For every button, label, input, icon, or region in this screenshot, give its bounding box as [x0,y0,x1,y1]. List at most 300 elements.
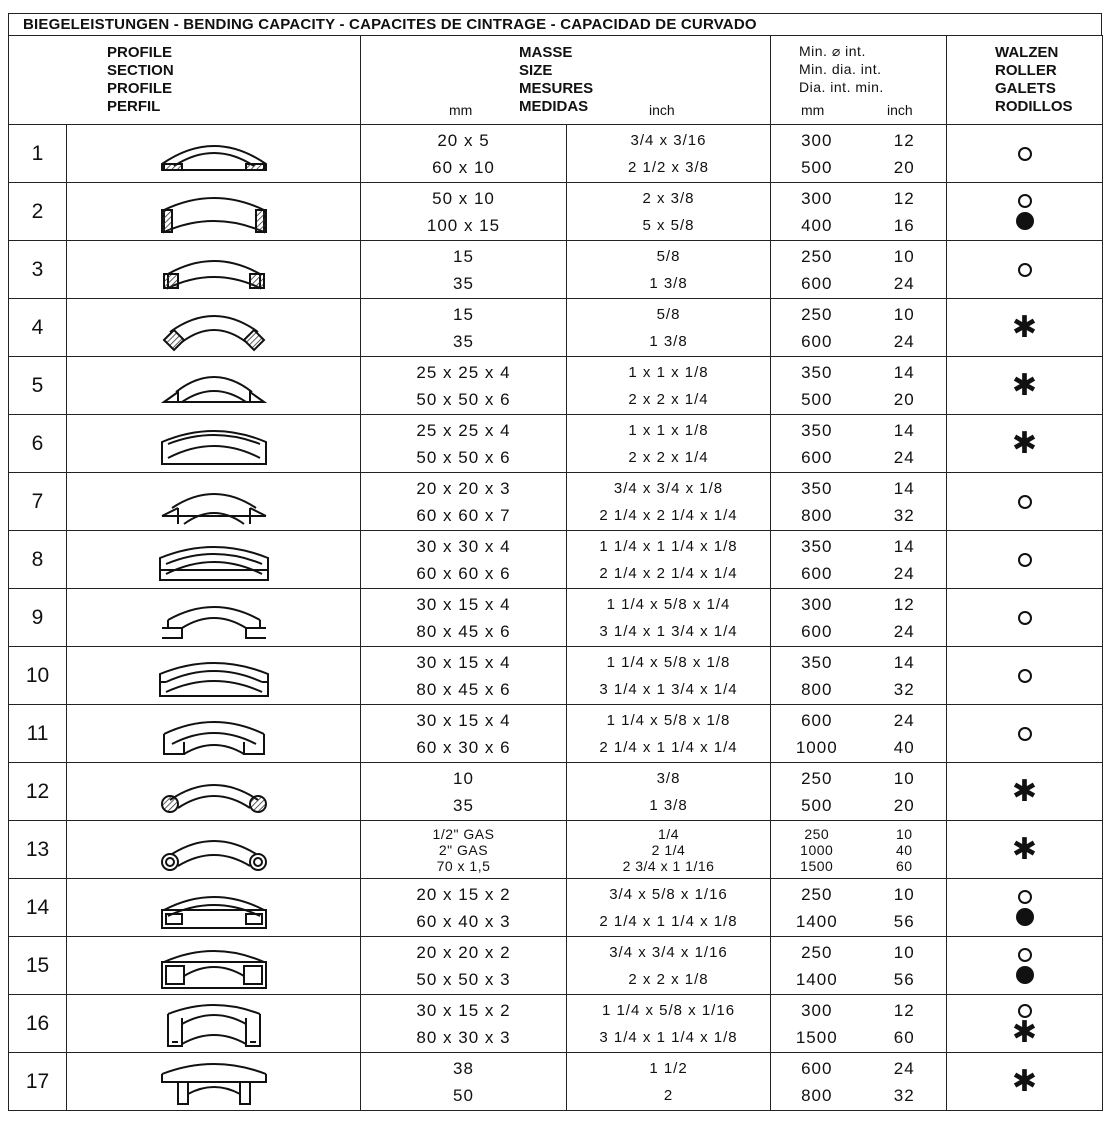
dia-inch-value: 32 [893,505,915,525]
dia-inch-value: 24 [893,621,915,641]
size-inch-cell [567,531,771,589]
dia-inch-cell [863,937,947,995]
size-inch-value: 2 1/4 x 2 1/4 x 1/4 [599,506,738,524]
table-row [9,357,1103,415]
dia-inch-value: 12 [893,188,915,208]
dia-mm-value: 250 [801,942,833,962]
size-inch-value: 1 1/2 [649,1059,688,1077]
roller-label-es: RODILLOS [995,98,1073,115]
row-number: 17 [9,1053,67,1111]
row-number: 7 [9,473,67,531]
profile-shape-tallTube [67,995,361,1053]
row-number: 15 [9,937,67,995]
asterisk-icon: ✱ [1011,367,1038,403]
dia-mm-value: 600 [801,273,833,293]
size-inch-value: 2 3/4 x 1 1/16 [622,857,715,874]
dia-inch-cell [863,763,947,821]
asterisk-icon: ✱ [1011,1014,1038,1050]
dia-inch-value: 12 [893,1000,915,1020]
dia-inch-cell [863,647,947,705]
table-row [9,241,1103,299]
dia-inch-cell [863,125,947,183]
roller-label-en: ROLLER [995,62,1057,79]
size-mm-value: 50 x 50 x 6 [416,389,511,409]
size-mm-value: 30 x 15 x 4 [416,710,511,730]
dia-inch-value: 24 [893,331,915,351]
table-row [9,589,1103,647]
size-inch-value: 1 1/4 x 1 1/4 x 1/8 [599,537,738,555]
dia-mm-cell [771,589,863,647]
dia-mm-value: 500 [801,389,833,409]
dia-mm-value: 1500 [795,1027,838,1047]
dia-inch-value: 10 [893,304,915,324]
capacity-table [8,35,1103,1111]
size-inch-value: 3 1/4 x 1 1/4 x 1/8 [599,1028,738,1046]
dia-mm-cell [771,125,863,183]
open-circle-icon [1018,263,1032,277]
size-mm-value: 30 x 15 x 4 [416,594,511,614]
size-inch-value: 3/4 x 3/4 x 1/8 [613,479,724,497]
size-inch-cell [567,705,771,763]
roller-cell [947,531,1103,589]
profile-label-en: SECTION [107,62,174,79]
dia-inch-value: 10 [893,942,915,962]
size-inch-value: 3/4 x 5/8 x 1/16 [609,885,728,903]
row-number: 4 [9,299,67,357]
row-number: 8 [9,531,67,589]
profile-shape-pipe [67,821,361,879]
profile-shape-square [67,241,361,299]
size-mm-value: 20 x 20 x 3 [416,478,511,498]
roller-cell [947,589,1103,647]
dia-mm-value: 300 [801,188,833,208]
profile-header [9,36,361,125]
roller-cell [947,1053,1103,1111]
dia-inch-value: 40 [895,841,913,858]
roller-cell [947,821,1103,879]
size-inch-value: 5 x 5/8 [642,216,695,234]
size-mm-value: 15 [453,246,474,266]
size-inch-value: 1 1/4 x 5/8 x 1/8 [606,711,731,729]
size-mm-value: 30 x 15 x 4 [416,652,511,672]
dia-mm-cell [771,937,863,995]
dia-mm-cell [771,879,863,937]
dia-inch-cell [863,183,947,241]
dia-mm-cell [771,415,863,473]
profile-shape-squareTube [67,937,361,995]
dia-inch-value: 60 [893,1027,915,1047]
dia-mm-cell [771,531,863,589]
min-dia-label-fr: Dia. int. min. [799,79,884,95]
size-mm-value: 50 x 10 [432,188,495,208]
roller-cell [947,125,1103,183]
profile-shape-angleOut [67,357,361,415]
size-mm-value: 60 x 60 x 6 [416,563,511,583]
open-circle-icon [1018,495,1032,509]
size-label-en: SIZE [519,62,553,79]
dia-mm-value: 600 [801,621,833,641]
row-number: 16 [9,995,67,1053]
table-row [9,125,1103,183]
filled-circle-icon [1016,212,1034,230]
size-inch-value: 5/8 [656,305,681,323]
profile-shape-tee [67,473,361,531]
dia-mm-cell [771,299,863,357]
size-inch-cell [567,357,771,415]
dia-inch-cell [863,821,947,879]
dia-mm-value: 1400 [795,969,838,989]
table-row [9,299,1103,357]
asterisk-icon: ✱ [1011,425,1038,461]
dia-inch-value: 32 [893,679,915,699]
dia-inch-value: 24 [893,563,915,583]
dia-inch-value: 20 [893,157,915,177]
dia-mm-cell [771,763,863,821]
open-circle-icon [1018,147,1032,161]
table-row [9,415,1103,473]
size-inch-value: 1 3/8 [649,796,688,814]
size-inch-cell [567,415,771,473]
size-inch-cell [567,937,771,995]
asterisk-icon: ✱ [1011,309,1038,345]
size-mm-value: 100 x 15 [426,215,501,235]
size-inch-value: 1 3/8 [649,274,688,292]
size-mm-value: 20 x 15 x 2 [416,884,511,904]
roller-cell [947,415,1103,473]
min-dia-label-de: Min. ⌀ int. [799,43,866,59]
size-inch-value: 1 1/4 x 5/8 x 1/8 [606,653,731,671]
min-dia-header [771,36,947,125]
dia-mm-value: 800 [801,505,833,525]
table-row [9,995,1103,1053]
size-inch-cell [567,125,771,183]
roller-cell [947,647,1103,705]
dia-inch-value: 24 [893,273,915,293]
size-mm-cell [361,647,567,705]
dia-mm-value: 500 [801,157,833,177]
size-mm-value: 50 x 50 x 3 [416,969,511,989]
size-inch-value: 5/8 [656,247,681,265]
roller-cell [947,937,1103,995]
size-mm-cell [361,879,567,937]
roller-labels [995,44,1073,116]
roller-label-fr: GALETS [995,80,1056,97]
table-row [9,879,1103,937]
bending-capacity-sheet [8,13,1102,1128]
row-number: 9 [9,589,67,647]
filled-circle-icon [1016,966,1034,984]
roller-cell [947,705,1103,763]
size-header [361,36,771,125]
asterisk-icon: ✱ [1011,1063,1038,1099]
row-number: 12 [9,763,67,821]
size-label-es: MEDIDAS [519,98,589,115]
dia-inch-cell [863,299,947,357]
dia-inch-value: 60 [895,857,913,874]
roller-cell [947,183,1103,241]
profile-header-labels [107,44,174,116]
size-inch-value: 2 x 2 x 1/4 [628,390,709,408]
row-number: 1 [9,125,67,183]
open-circle-icon [1018,727,1032,741]
dia-mm-value: 250 [801,884,833,904]
dia-mm-cell [771,1053,863,1111]
dia-inch-value: 56 [893,911,915,931]
dia-inch-cell [863,995,947,1053]
size-inch-value: 2 1/4 [651,841,686,858]
min-dia-label-en: Min. dia. int. [799,61,882,77]
size-mm-cell [361,937,567,995]
size-mm-value: 15 [453,304,474,324]
size-mm-cell [361,995,567,1053]
dia-inch-cell [863,473,947,531]
dia-mm-value: 350 [801,652,833,672]
size-mm-value: 60 x 60 x 7 [416,505,511,525]
size-mm-value: 10 [453,768,474,788]
dia-mm-cell [771,183,863,241]
roller-cell [947,241,1103,299]
size-inch-value: 3/8 [656,769,681,787]
dia-inch-value: 10 [893,884,915,904]
dia-inch-value: 20 [893,795,915,815]
table-row [9,937,1103,995]
dia-inch-value: 12 [893,594,915,614]
profile-shape-round [67,763,361,821]
dia-mm-value: 350 [801,420,833,440]
profile-shape-tTall [67,1053,361,1111]
size-inch-value: 1 x 1 x 1/8 [628,363,709,381]
size-inch-value: 3 1/4 x 1 3/4 x 1/4 [599,680,738,698]
dia-mm-value: 600 [801,447,833,467]
dia-inch-cell [863,1053,947,1111]
open-circle-icon [1018,890,1032,904]
open-circle-icon [1018,611,1032,625]
dia-mm-value: 1000 [800,841,834,858]
size-mm-value: 25 x 25 x 4 [416,420,511,440]
dia-mm-cell [771,357,863,415]
table-row [9,763,1103,821]
size-mm-value: 30 x 30 x 4 [416,536,511,556]
size-mm-cell [361,821,567,879]
dia-inch-value: 40 [893,737,915,757]
row-number: 2 [9,183,67,241]
row-number: 13 [9,821,67,879]
dia-inch-value: 10 [893,768,915,788]
size-inch-cell [567,879,771,937]
size-inch-value: 1 3/8 [649,332,688,350]
profile-shape-channelOut [67,589,361,647]
dia-inch-cell [863,415,947,473]
size-mm-value: 35 [453,795,474,815]
dia-inch-value: 24 [893,1058,915,1078]
size-mm-cell [361,763,567,821]
dia-inch-unit: inch [887,102,913,118]
size-inch-value: 2 [663,1086,674,1104]
size-mm-value: 20 x 20 x 2 [416,942,511,962]
size-header-labels [519,44,593,116]
dia-mm-value: 600 [801,1058,833,1078]
profile-shape-diamond [67,299,361,357]
size-mm-value: 35 [453,273,474,293]
size-mm-value: 60 x 30 x 6 [416,737,511,757]
dia-inch-cell [863,357,947,415]
profile-shape-angleIn [67,415,361,473]
roller-cell [947,763,1103,821]
size-mm-cell [361,183,567,241]
size-mm-value: 80 x 45 x 6 [416,621,511,641]
size-mm-value: 70 x 1,5 [436,857,491,874]
row-number: 5 [9,357,67,415]
dia-mm-cell [771,995,863,1053]
dia-inch-cell [863,241,947,299]
dia-inch-value: 20 [893,389,915,409]
table-row [9,531,1103,589]
dia-inch-value: 14 [893,652,915,672]
profile-label-es: PERFIL [107,98,161,115]
dia-mm-value: 1400 [795,911,838,931]
dia-inch-value: 16 [893,215,915,235]
row-number: 10 [9,647,67,705]
dia-mm-value: 1000 [795,737,838,757]
size-mm-value: 60 x 40 x 3 [416,911,511,931]
row-number: 14 [9,879,67,937]
size-mm-value: 50 x 50 x 6 [416,447,511,467]
size-mm-cell [361,357,567,415]
dia-inch-value: 56 [893,969,915,989]
size-inch-cell [567,763,771,821]
row-number: 3 [9,241,67,299]
size-inch-cell [567,473,771,531]
profile-shape-rectTube [67,879,361,937]
dia-mm-value: 250 [801,246,833,266]
size-label-fr: MESURES [519,80,594,97]
table-row [9,1053,1103,1111]
dia-inch-value: 14 [893,478,915,498]
dia-inch-value: 10 [895,825,913,842]
dia-mm-cell [771,821,863,879]
roller-label-de: WALZEN [995,44,1059,61]
size-inch-cell [567,589,771,647]
size-mm-value: 20 x 5 [437,130,490,150]
table-row [9,647,1103,705]
size-mm-cell [361,705,567,763]
size-inch-value: 2 x 2 x 1/4 [628,448,709,466]
row-number: 6 [9,415,67,473]
size-mm-cell [361,241,567,299]
size-mm-cell [361,531,567,589]
size-label-de: MASSE [519,44,573,61]
roller-header [947,36,1103,125]
size-inch-value: 2 x 3/8 [642,189,695,207]
size-mm-value: 30 x 15 x 2 [416,1000,511,1020]
dia-mm-cell [771,473,863,531]
size-mm-value: 80 x 30 x 3 [416,1027,511,1047]
dia-mm-value: 400 [801,215,833,235]
dia-inch-cell [863,705,947,763]
dia-mm-value: 350 [801,536,833,556]
size-inch-value: 1 1/4 x 5/8 x 1/4 [606,595,731,613]
row-number: 11 [9,705,67,763]
table-row [9,705,1103,763]
size-inch-cell [567,183,771,241]
dia-mm-cell [771,241,863,299]
size-inch-cell [567,647,771,705]
size-mm-cell [361,415,567,473]
dia-mm-value: 800 [801,1085,833,1105]
dia-mm-value: 600 [801,331,833,351]
dia-inch-value: 32 [893,1085,915,1105]
size-mm-value: 35 [453,331,474,351]
min-dia-labels [799,42,884,96]
size-mm-value: 80 x 45 x 6 [416,679,511,699]
dia-mm-value: 250 [801,768,833,788]
filled-circle-icon [1016,908,1034,926]
dia-inch-cell [863,879,947,937]
size-mm-value: 60 x 10 [432,157,495,177]
profile-shape-flatEdge [67,183,361,241]
table-row [9,473,1103,531]
dia-mm-value: 250 [804,825,830,842]
dia-mm-cell [771,705,863,763]
size-inch-unit: inch [649,102,675,118]
size-mm-cell [361,125,567,183]
dia-inch-value: 24 [893,710,915,730]
dia-mm-value: 300 [801,594,833,614]
table-row [9,183,1103,241]
size-mm-unit: mm [449,102,473,118]
dia-mm-value: 350 [801,478,833,498]
size-inch-cell [567,299,771,357]
open-circle-icon [1018,669,1032,683]
size-inch-cell [567,241,771,299]
size-inch-value: 3 1/4 x 1 3/4 x 1/4 [599,622,738,640]
size-mm-value: 1/2" GAS [432,825,495,842]
profile-label-fr: PROFILE [107,80,173,97]
size-inch-value: 1/4 [658,825,679,842]
profile-label-de: PROFILE [107,44,173,61]
dia-inch-value: 14 [893,536,915,556]
capacity-rows [9,125,1103,1111]
size-mm-cell [361,473,567,531]
dia-mm-value: 300 [801,130,833,150]
roller-cell [947,473,1103,531]
roller-cell [947,995,1103,1053]
dia-mm-value: 600 [801,563,833,583]
size-mm-value: 38 [453,1058,474,1078]
roller-cell [947,299,1103,357]
size-inch-value: 2 1/2 x 3/8 [627,158,710,176]
dia-mm-value: 600 [801,710,833,730]
dia-mm-value: 300 [801,1000,833,1020]
dia-inch-value: 14 [893,420,915,440]
dia-inch-cell [863,531,947,589]
size-inch-value: 2 1/4 x 2 1/4 x 1/4 [599,564,738,582]
profile-shape-channelFlat [67,705,361,763]
size-mm-cell [361,589,567,647]
dia-inch-value: 24 [893,447,915,467]
profile-shape-channelIn [67,647,361,705]
size-inch-cell [567,821,771,879]
size-mm-cell [361,1053,567,1111]
dia-inch-value: 14 [893,362,915,382]
dia-inch-value: 12 [893,130,915,150]
dia-mm-value: 250 [801,304,833,324]
page-title: BIEGELEISTUNGEN - BENDING CAPACITY - CAPACITES DE CINTRAGE - CAPACIDAD DE CURVADO [8,13,1102,35]
size-inch-value: 1 1/4 x 5/8 x 1/16 [601,1001,736,1019]
dia-inch-value: 10 [893,246,915,266]
dia-mm-value: 500 [801,795,833,815]
header-row [9,36,1103,125]
